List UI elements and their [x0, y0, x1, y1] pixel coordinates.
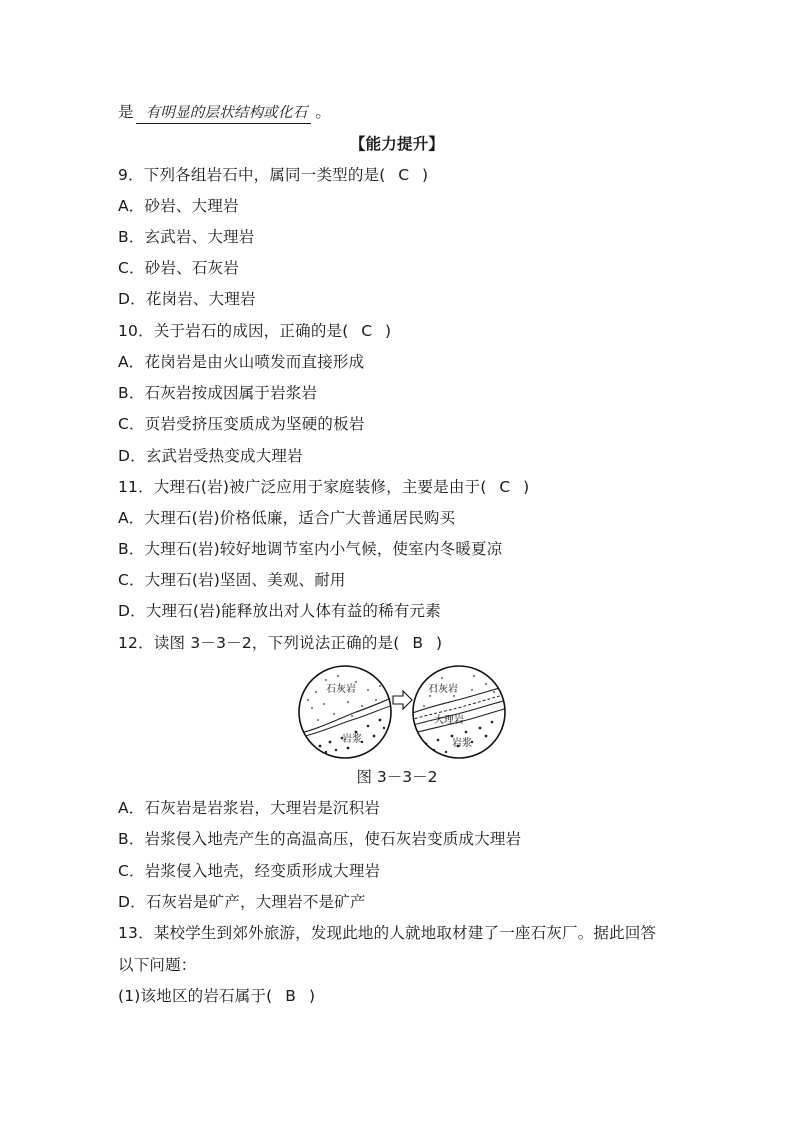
q13-sub1-stem: (1)该地区的岩石属于( — [118, 987, 273, 1005]
q13-sub1-close: ) — [308, 987, 316, 1005]
q8-answer: 有明显的层状结构或化石 — [136, 103, 312, 124]
q11-stem — [118, 477, 529, 497]
q13-sub1-answer: B — [285, 987, 297, 1005]
q11-option-a: A．大理石(岩)价格低廉，适合广大普通居民购买 — [118, 509, 456, 527]
q12-option-d: D．石灰岩是矿产，大理岩不是矿产 — [118, 893, 366, 911]
q9-close: ) — [422, 166, 429, 184]
q9-answer: C — [398, 166, 410, 184]
q11-answer: C — [499, 478, 511, 496]
q13-stem-line1: 13．某校学生到郊外旅游，发现此地的人就地取材建了一座石灰厂。据此回答 — [118, 924, 657, 942]
q11-option-b: B．大理石(岩)较好地调节室内小气候，使室内冬暖夏凉 — [118, 540, 503, 558]
right-label-magma: 岩浆 — [452, 738, 472, 749]
q10-stem — [118, 321, 391, 341]
q8-prefix: 是 — [118, 103, 134, 121]
q12-stem-text: 12．读图 3－3－2，下列说法正确的是( — [118, 634, 400, 652]
q10-option-b: B．石灰岩按成因属于岩浆岩 — [118, 384, 318, 402]
q9-option-b: B．玄武岩、大理岩 — [118, 228, 255, 246]
q12-stem — [118, 633, 442, 653]
right-label-limestone: 石灰岩 — [428, 684, 458, 695]
q13-stem-line2: 以下问题： — [118, 956, 197, 974]
q11-option-d: D．大理石(岩)能释放出对人体有益的稀有元素 — [118, 602, 441, 620]
q10-answer: C — [361, 322, 373, 340]
figure-caption: 图 3－3－2 — [356, 768, 438, 786]
transformation-arrow-icon — [393, 691, 412, 709]
q8-suffix: 。 — [315, 103, 332, 121]
q11-option-c: C．大理石(岩)坚固、美观、耐用 — [118, 571, 346, 589]
q9-option-a: A．砂岩、大理岩 — [118, 197, 239, 215]
right-label-marble: 大理岩 — [434, 715, 464, 726]
q12-option-a: A．石灰岩是岩浆岩，大理岩是沉积岩 — [118, 799, 381, 817]
q10-stem-text: 10．关于岩石的成因，正确的是( — [118, 322, 349, 340]
rock-formation-figure — [296, 662, 508, 762]
q11-stem-text: 11．大理石(岩)被广泛应用于家庭装修，主要是由于( — [118, 478, 487, 496]
q9-option-c: C．砂岩、石灰岩 — [118, 259, 239, 277]
q13-sub1 — [118, 986, 315, 1006]
q10-option-d: D．玄武岩受热变成大理岩 — [118, 447, 303, 465]
q10-option-c: C．页岩受挤压变质成为坚硬的板岩 — [118, 415, 365, 433]
q11-close: ) — [523, 478, 530, 496]
q12-option-b: B．岩浆侵入地壳产生的高温高压，使石灰岩变质成大理岩 — [118, 830, 522, 848]
q9-stem — [118, 165, 428, 185]
q9-option-d: D．花岗岩、大理岩 — [118, 290, 256, 308]
section-title: 【能力提升】 — [349, 135, 445, 153]
q12-option-c: C．岩浆侵入地壳，经变质形成大理岩 — [118, 862, 381, 880]
q12-close: ) — [436, 634, 443, 652]
q10-close: ) — [385, 322, 392, 340]
q8-answer-line — [118, 102, 331, 124]
q9-stem-text: 9．下列各组岩石中，属同一类型的是( — [118, 166, 386, 184]
q12-answer: B — [412, 634, 424, 652]
left-label-limestone: 石灰岩 — [326, 684, 356, 695]
left-label-magma: 岩浆 — [342, 734, 362, 745]
q10-option-a: A．花岗岩是由火山喷发而直接形成 — [118, 353, 365, 371]
